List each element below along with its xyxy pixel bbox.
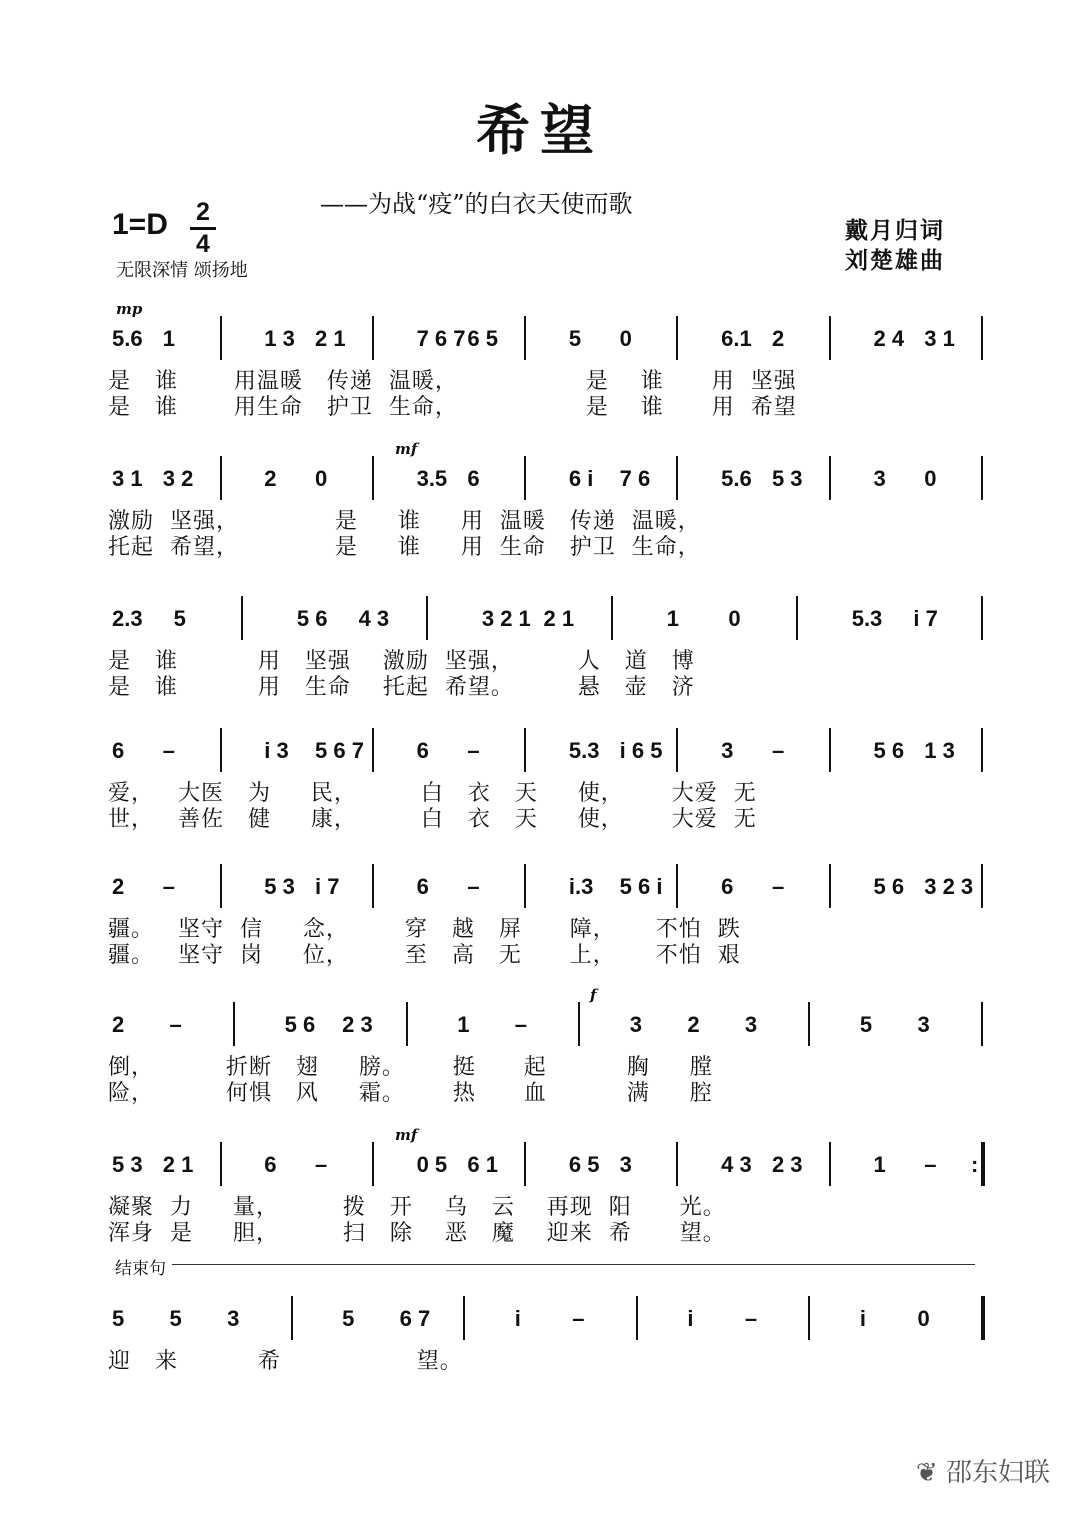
ending-system [0,1290,1080,1420]
barline [981,1296,985,1340]
note-group: 3 [629,1012,643,1037]
barline [241,596,243,640]
note-group: 5 [859,1012,873,1037]
note-group: 2.3 [112,606,143,631]
barline [676,316,678,360]
note-group: i [687,1306,694,1331]
note-group: – [514,1012,527,1037]
note-group: 3.5 [416,466,448,491]
barline [372,456,374,500]
score-system [0,590,1080,720]
lyrics-verse-2: 托起 希望， 是 谁 用 生命 护卫 生命， [108,535,701,560]
score-system [0,858,1080,988]
notes-row [0,606,1080,646]
key-signature: 1=D [112,208,168,241]
dynamic-marking: f [590,986,597,1004]
note-group: 2 3 [342,1012,373,1037]
barline [981,316,983,360]
barline [220,1142,222,1186]
lyrics-verse-2: 险， 何惧 风 霜。 热 血 满 腔 [108,1081,713,1106]
note-group: 6.1 [721,326,752,351]
score-system [0,986,1080,1126]
lyrics-verse-1: 爱， 大医 为 民， 白 衣 天 使， 大爱 无 [108,781,757,806]
note-group: 2 [771,326,785,351]
barline [981,456,983,500]
lyrics-verse-2: 是 谁 用 生命 托起 希望。 悬 壶 济 [108,675,695,700]
note-group: – [467,874,480,899]
ending-label: 结束句 [115,1254,172,1279]
note-group: 1 [457,1012,470,1037]
notes-row [0,1012,1080,1052]
note-group: 5 3 [264,874,295,899]
barline [808,1296,810,1340]
barline [676,456,678,500]
note-group: 0 5 [416,1152,448,1177]
note-group: 1 [873,1152,886,1177]
dynamic-marking: mp [116,300,143,318]
note-group: 3 1 [112,466,143,491]
note-group: 5.3 [568,738,600,763]
note-group: 0 [728,606,741,631]
song-subtitle: ——为战“疫”的白衣天使而歌 [320,190,633,218]
note-group: 3 2 3 [924,874,974,899]
note-group: 3 [744,1012,758,1037]
note-group: 2 [112,1012,125,1037]
note-group: 6 [467,466,480,491]
composer-credit: 刘楚雄曲 [845,248,945,274]
ending-lyrics: 迎 来 希 望。 [108,1349,463,1374]
barline [372,864,374,908]
score-system [0,300,1080,440]
notes-row [0,738,1080,778]
barline [220,864,222,908]
barline [829,316,831,360]
time-signature-bottom: 4 [196,230,210,258]
note-group: i 7 [913,606,938,631]
dynamic-marking: mf [395,440,418,458]
barline [676,1142,678,1186]
note-group: 6 7 [399,1306,431,1331]
barline [829,456,831,500]
notes-row [0,466,1080,506]
note-group: 5 [169,1306,182,1331]
note-group: 5.6 [112,326,143,351]
note-group: 5 [173,606,186,631]
note-group: i [859,1306,867,1331]
note-group: – [572,1306,585,1331]
ending-bracket-line [115,1264,975,1265]
note-group: 2 [112,874,125,899]
barline [829,1142,831,1186]
barline [981,596,983,640]
watermark [916,1452,1050,1489]
note-group: 6 [416,874,429,899]
note-group: 2 3 [771,1152,803,1177]
note-group: 3 [873,466,886,491]
note-group: 6 5 [568,1152,600,1177]
note-group: 5.6 [721,466,752,491]
note-group: 6 1 [467,1152,498,1177]
barline [578,1002,580,1046]
barline [981,728,983,772]
note-group: 0 [917,1306,930,1331]
lyrics-verse-1: 倒， 折断 翅 膀。 挺 起 胸 膛 [108,1055,713,1080]
note-group: – [162,874,175,899]
note-group: i 7 [315,874,340,899]
note-group: 6 [264,1152,277,1177]
note-group: 6 [721,874,734,899]
notes-row [0,1152,1080,1192]
note-group: 5 6 [873,738,905,763]
barline [372,728,374,772]
note-group: 2 1 [162,1152,194,1177]
note-group: – [162,738,175,763]
note-group: 1 3 [924,738,955,763]
note-group: – [744,1306,758,1331]
note-group: 5 6 i [619,874,663,899]
barline [524,316,526,360]
note-group: 3 [917,1012,930,1037]
note-group: i 6 5 [619,738,663,763]
score-system [0,722,1080,852]
barline [372,1142,374,1186]
barline [372,316,374,360]
barline [829,864,831,908]
note-group: 3 1 [924,326,955,351]
notes-row [0,874,1080,914]
note-group: 0 [924,466,937,491]
note-group: 5.3 [851,606,883,631]
note-group: 5 6 [284,1012,316,1037]
barline [220,456,222,500]
lyrics-verse-1: 是 谁 用 坚强 激励 坚强， 人 道 博 [108,649,695,674]
barline [636,1296,638,1340]
note-group: – [771,874,785,899]
lyrics-verse-2: 疆。 坚守 岗 位， 至 高 无 上， 不怕 艰 [108,943,741,968]
note-group: 5 6 [873,874,905,899]
barline [981,864,983,908]
repeat-sign: : [971,1152,979,1177]
note-group: i.3 [568,874,594,899]
note-group: 1 [666,606,680,631]
lyrics-verse-1: 激励 坚强， 是 谁 用 温暖 传递 温暖， [108,509,701,534]
tempo-marking: 无限深情 颂扬地 [116,260,248,281]
barline [611,596,613,640]
barline [463,1296,465,1340]
notes-row [0,326,1080,366]
note-group: – [467,738,480,763]
watermark-text: 邵东妇联 [945,1458,1050,1488]
lyrics-verse-1: 疆。 坚守 信 念， 穿 越 屏 障， 不怕 跌 [108,917,741,942]
ending-notes-row [0,1306,1080,1346]
dynamic-marking: mf [395,1126,418,1144]
note-group: 2 [687,1012,700,1037]
note-group: 2 [264,466,277,491]
barline [808,1002,810,1046]
barline [676,728,678,772]
note-group: – [169,1012,182,1037]
note-group: 3 2 [162,466,194,491]
lyrics-verse-2: 浑身 是 胆， 扫 除 恶 魔 迎来 希 望。 [108,1221,726,1246]
barline [233,1002,235,1046]
barline [981,1142,985,1186]
score-system [0,440,1080,580]
time-signature-top: 2 [196,198,210,226]
note-group: 0 [315,466,328,491]
note-group: – [924,1152,937,1177]
note-group: 3 [227,1306,240,1331]
note-group: 5 3 [771,466,803,491]
note-group: 7 6 7 [416,326,466,351]
note-group: 2 4 [873,326,905,351]
wechat-icon: ❦ [915,1458,946,1488]
lyrics-verse-2: 是 谁 用生命 护卫 生命， 是 谁 用 希望 [108,395,797,420]
note-group: 5 [112,1306,125,1331]
barline [524,864,526,908]
barline [524,456,526,500]
lyrics-verse-2: 世， 善佐 健 康， 白 衣 天 使， 大爱 无 [108,807,757,832]
note-group: 4 3 [358,606,390,631]
note-group: 5 6 7 [315,738,364,763]
lyrics-verse-1: 是 谁 用温暖 传递 温暖， 是 谁 用 坚强 [108,369,797,394]
note-group: 6 i [568,466,594,491]
note-group: 5 [568,326,582,351]
note-group: i [514,1306,521,1331]
note-group: 3 [721,738,734,763]
note-group: 5 3 [112,1152,143,1177]
note-group: 1 [162,326,175,351]
barline [220,728,222,772]
barline [220,316,222,360]
note-group: i 3 [264,738,289,763]
note-group: 3 [619,1152,632,1177]
lyrics-verse-1: 凝聚 力 量， 拨 开 乌 云 再现 阳 光。 [108,1195,726,1220]
note-group: – [771,738,785,763]
note-group: 6 [416,738,429,763]
note-group: 3 2 1 [481,606,531,631]
barline [291,1296,293,1340]
note-group: 2 1 [315,326,346,351]
note-group: 4 3 [721,1152,752,1177]
note-group: 5 6 [296,606,328,631]
barline [981,1002,983,1046]
note-group: 7 6 [619,466,651,491]
note-group: 1 3 [264,326,295,351]
note-group: – [315,1152,328,1177]
time-signature [190,200,216,257]
barline [524,728,526,772]
barline [524,1142,526,1186]
lyricist-credit: 戴月归词 [845,218,945,244]
barline [829,728,831,772]
score-system [0,1126,1080,1266]
barline [406,1002,408,1046]
song-title: 希望 [476,98,604,162]
note-group: 6 5 [467,326,498,351]
barline [676,864,678,908]
note-group: 2 1 [543,606,575,631]
note-group: 0 [619,326,632,351]
barline [426,596,428,640]
note-group: 6 [112,738,125,763]
note-group: 5 [342,1306,355,1331]
barline [796,596,798,640]
